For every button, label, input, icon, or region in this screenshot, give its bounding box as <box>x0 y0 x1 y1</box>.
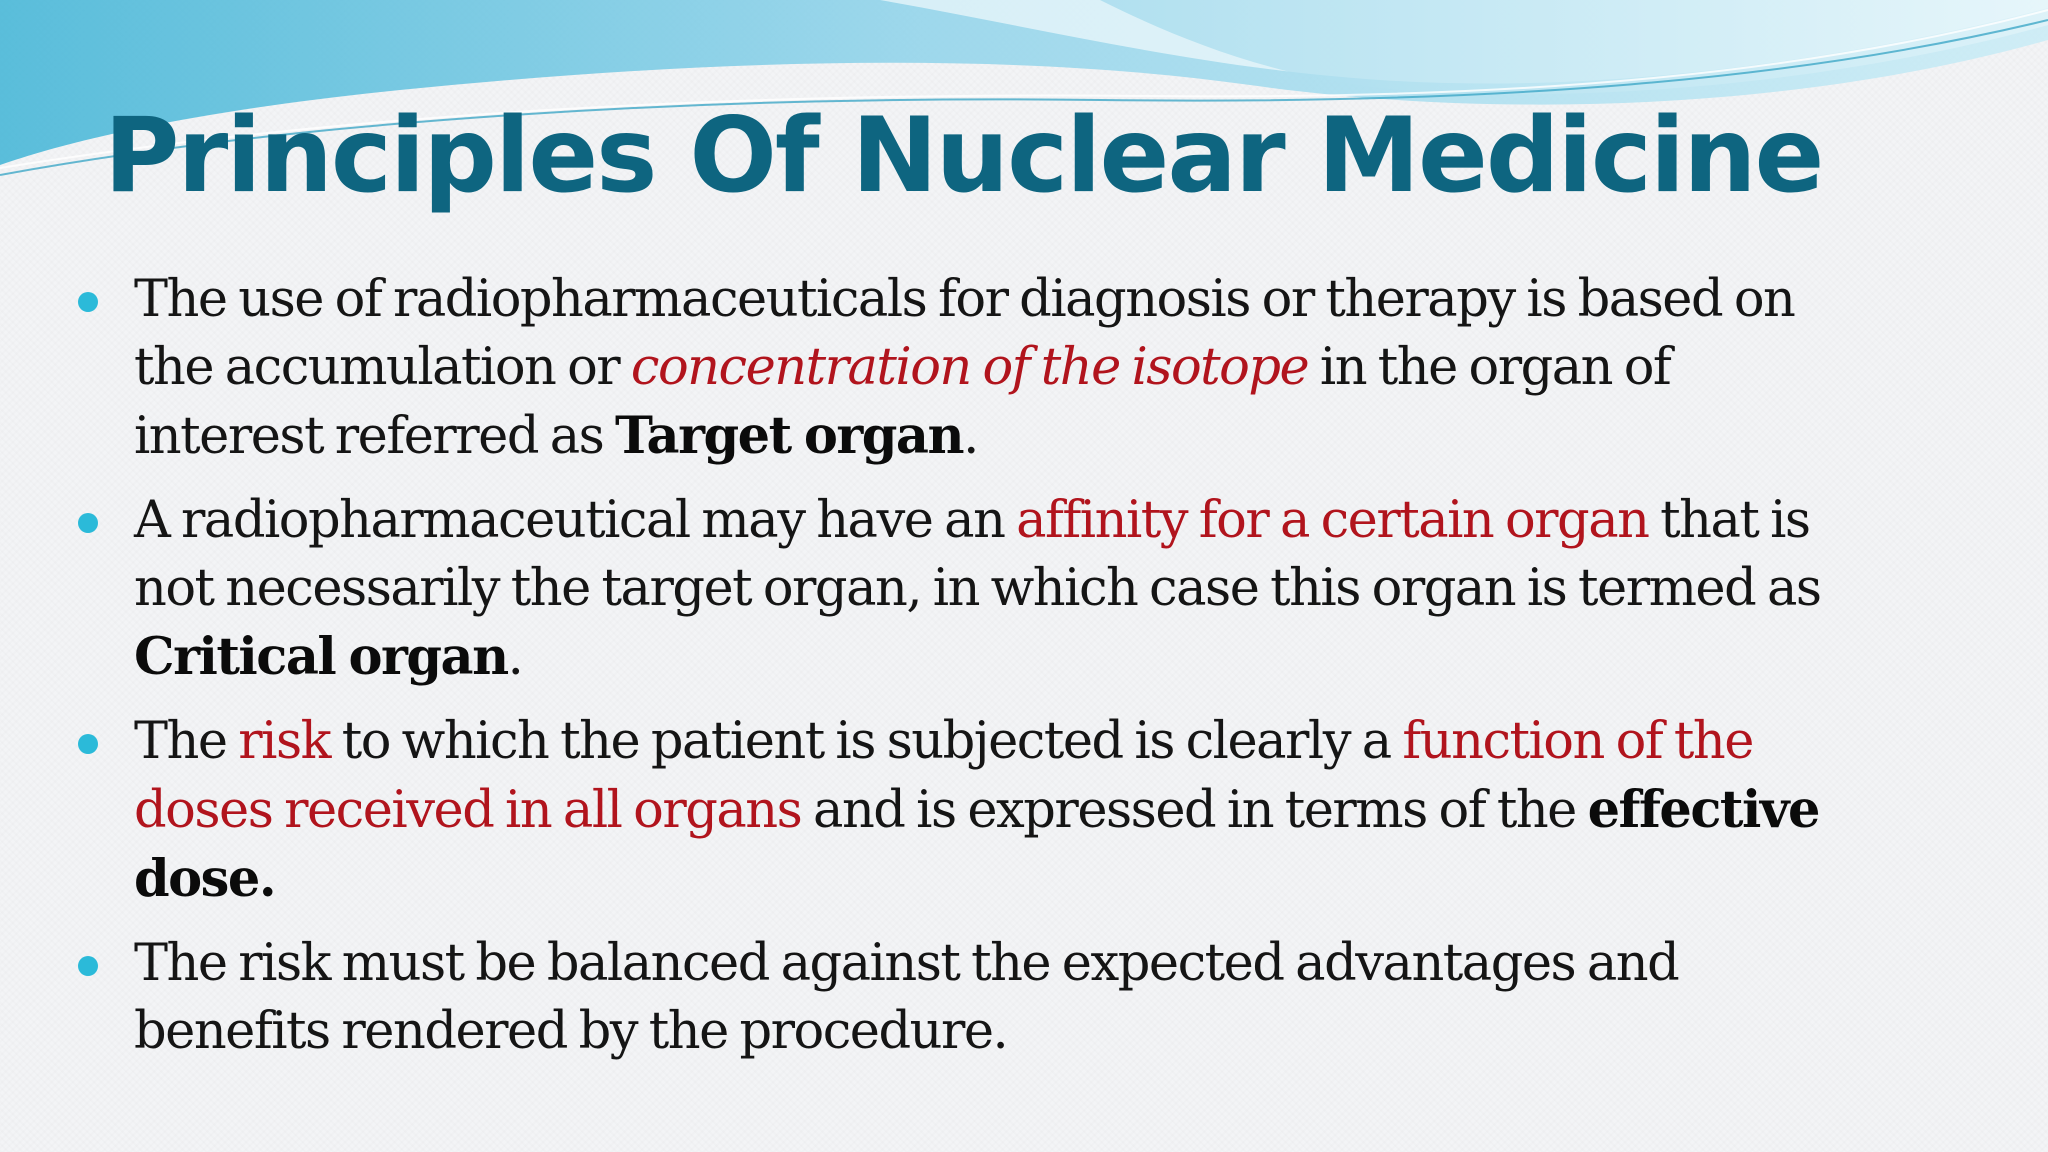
text-run: to which the patient is subjected is clearly a <box>330 712 1403 771</box>
bullet-item <box>0 930 1830 1066</box>
bullet-item <box>0 487 1830 692</box>
text-run: The use of radiopharmaceuticals for diagnosis or therapy is based on the accumulation or <box>134 270 1795 397</box>
bullet-dot-icon <box>78 956 98 976</box>
bold-term: effective dose. <box>134 780 1819 909</box>
text-run: . <box>963 407 978 466</box>
bold-term: Target organ <box>614 406 964 466</box>
bullet-item <box>0 708 1830 914</box>
bullet-dot-icon <box>78 292 98 312</box>
bullet-text <box>134 270 1794 466</box>
highlight-text: affinity for a certain organ <box>1016 491 1649 550</box>
text-run: The risk must be balanced against the expected advantages and benefits rendered by the procedure. <box>134 934 1679 1061</box>
bullet-dot-icon <box>78 513 98 533</box>
bullet-text <box>134 934 1678 1061</box>
slide-title: Principles Of Nuclear Medicine <box>104 96 1823 216</box>
text-run: that is not necessarily the target organ, in which case this organ is termed as <box>134 491 1821 618</box>
highlight-text: concentration of the isotope <box>630 338 1309 397</box>
text-run: The <box>134 712 239 771</box>
bold-term: Critical organ <box>134 627 508 687</box>
bullet-item <box>0 266 1830 471</box>
highlight-text: function of the doses received in all organs <box>134 712 1753 840</box>
text-run: A radiopharmaceutical may have an <box>134 491 1017 550</box>
text-run: in the organ of interest referred as <box>134 338 1671 466</box>
text-run: and is expressed in terms of the <box>801 781 1588 840</box>
bullet-list <box>0 266 2048 1082</box>
text-run: . <box>507 628 523 687</box>
bullet-text <box>134 712 1819 909</box>
highlight-text: risk <box>238 712 331 771</box>
bullet-text <box>134 491 1821 687</box>
bullet-dot-icon <box>78 734 98 754</box>
